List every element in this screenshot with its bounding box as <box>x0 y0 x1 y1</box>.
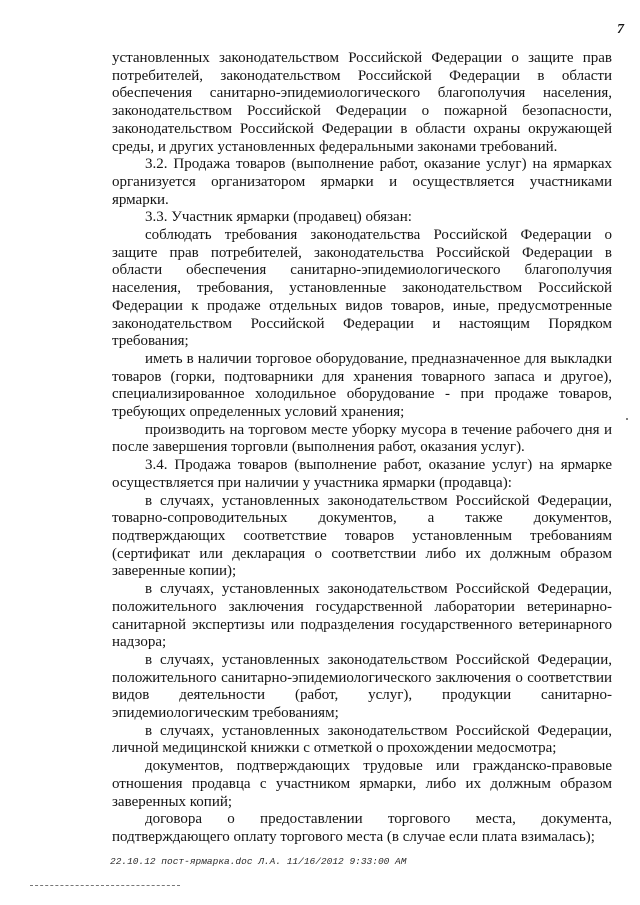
paragraph: 3.4. Продажа товаров (выполнение работ, оказание услуг) на ярмарке осуществляется при наличии у участника ярмарки (продавца): <box>112 457 612 491</box>
paragraph: 3.3. Участник ярмарки (продавец) обязан: <box>145 209 412 226</box>
document-body <box>112 50 612 847</box>
paragraph: в случаях, установленных законодательством Российской Федерации, товарно-сопроводительных документов, а также документов, подтверждающих соответствие товаров установленным требованиям (сертификат или декларация о соответствии либо их должным образом заверенные копии); <box>112 492 612 580</box>
paragraph: 3.2. Продажа товаров (выполнение работ, оказание услуг) на ярмарках организуется организатором ярмарки и осуществляется участниками ярмарки. <box>112 156 612 208</box>
scan-edge-line <box>30 885 180 886</box>
paragraph: иметь в наличии торговое оборудование, предназначенное для выкладки товаров (горки, подтоварники для хранения товарного запаса и другое), специализированное холодильное оборудование - при продаже товаров, требующих определенных условий хранения; <box>112 350 612 421</box>
paragraph: в случаях, установленных законодательством Российской Федерации, положительного санитарно-эпидемиологического заключения о соответствии видов деятельности (работ, услуг), продукции санитарно-эпидемиологическим требованиям; <box>112 651 612 722</box>
paragraph: договора о предоставлении торгового места, документа, подтверждающего оплату торгового места (в случае если плата взималась); <box>112 811 612 845</box>
paragraph: в случаях, установленных законодательством Российской Федерации, положительного заключения государственной лаборатории ветеринарно-санитарной экспертизы или подразделения государственного ветеринарного надзора; <box>112 581 612 651</box>
paragraph: производить на торговом месте уборку мусора в течение рабочего дня и после завершения торговли (выполнения работ, оказания услуг). <box>112 421 612 456</box>
document-footer: 22.10.12 пост-ярмарка.doc Л.А. 11/16/2012 9:33:00 AM <box>110 856 407 867</box>
scan-speck <box>626 418 628 420</box>
paragraph: в случаях, установленных законодательством Российской Федерации, личной медицинской книжки с отметкой о прохождении медосмотра; <box>112 722 612 757</box>
paragraph: соблюдать требования законодательства Российской Федерации о защите прав потребителей, законодательства Российской Федерации в области обеспечения санитарно-эпидемиологического благополучия населения, требования, установленные законодательством Российской Федерации к продаже отдельных видов товаров, иные, предусмотренные законодательством Российской Федерации и настоящим Порядком требования; <box>112 227 612 350</box>
paragraph: установленных законодательством Российской Федерации о защите прав потребителей, законодательством Российской Федерации в области обеспечения санитарно-эпидемиологического благополучия населения, законодательством Российской Федерации о пожарной безопасности, законодательством Российской Федерации в области охраны окружающей среды, и других установленных федеральными законами требований. <box>112 50 612 155</box>
page-number: 7 <box>617 22 624 37</box>
paragraph: документов, подтверждающих трудовые или гражданско-правовые отношения продавца с участником ярмарки, либо их должным образом заверенных копий; <box>112 758 612 810</box>
